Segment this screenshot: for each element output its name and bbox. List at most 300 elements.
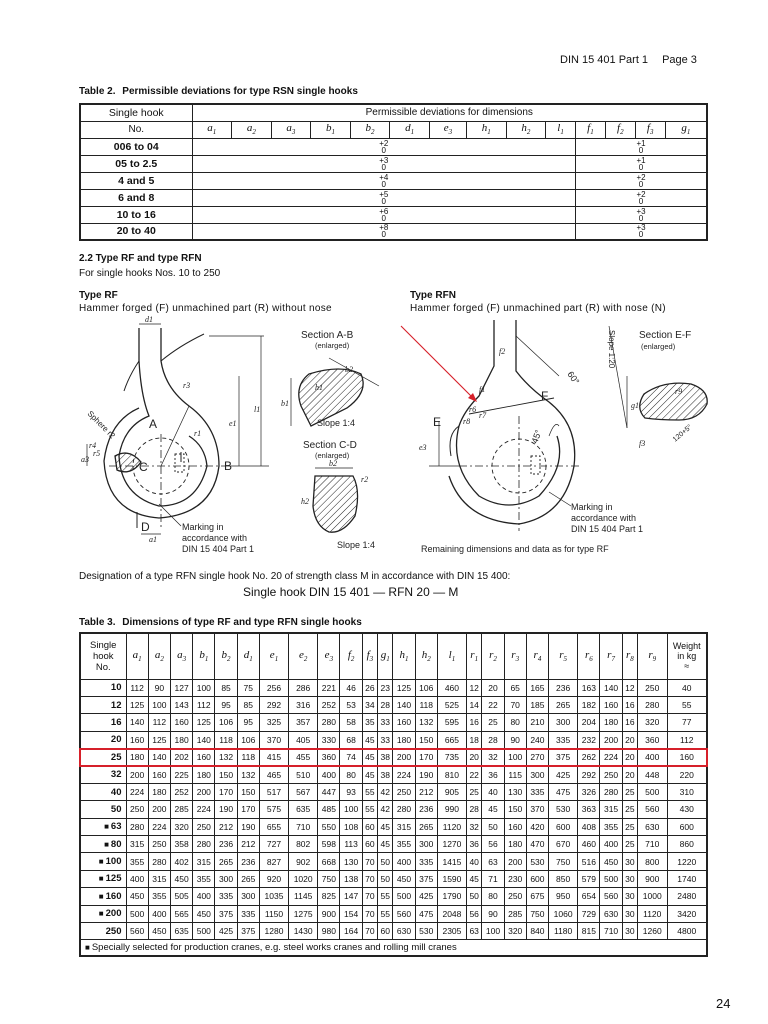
table3-cell: 14 [467,696,482,713]
table2-deviation-right: +3 0 [576,223,708,240]
table3-cell: 1275 [289,905,318,922]
table3-cell: 32 [482,749,504,766]
table3-cell: 335 [549,731,578,748]
table3-cell: 90 [504,731,526,748]
table3-cell: 250 [126,801,148,818]
table3-cell: 280 [393,801,415,818]
table3-cell: 40 [467,853,482,870]
table3-cell: 1020 [289,870,318,887]
table3-cell: 300 [549,714,578,731]
production-crane-mark: ■ [98,909,104,919]
table2-row [80,155,707,172]
table3-hook-no: ■ 125 [80,870,126,887]
table3-cell: 12 [622,679,637,696]
table3-cell: 112 [667,731,707,748]
label-r2: r2 [361,475,369,484]
table3-cell: 450 [148,922,170,939]
production-crane-mark: ■ [98,874,104,884]
table2 [79,103,708,241]
table3-cell: 500 [393,888,415,905]
table2-hook-no: 6 and 8 [80,189,192,206]
label-b2-cd: b2 [329,459,337,468]
table3-cell: 400 [148,905,170,922]
table3-cell: 465 [259,766,288,783]
table3-cell: 70 [362,922,377,939]
table3-cell: 36 [467,836,482,853]
table2-row [80,138,707,155]
table3-cell: 1035 [259,888,288,905]
table3-cell: 825 [318,888,340,905]
table3-cell: 170 [215,783,237,800]
table3-cell: 112 [126,679,148,696]
table3-hook-no: ■ 160 [80,888,126,905]
table2-row [80,206,707,223]
table3-cell: 530 [549,801,578,818]
table3-col-header: $r_7$ [600,633,622,679]
table3-cell: 450 [393,870,415,887]
table3-col-header: $r_1$ [467,633,482,679]
table3-cell: 40 [667,679,707,696]
table3-cell: 256 [259,679,288,696]
table3-row [80,714,707,731]
table2-header-hook: Single hook [80,104,192,121]
table2-dim-header: $f_3$ [635,121,665,138]
table3-cell: 100 [193,679,215,696]
table3-cell: 68 [340,731,362,748]
table2-dim-header: $a_2$ [232,121,272,138]
table3-cell: 315 [148,870,170,887]
table3-header-hook: Single hook No. [80,633,126,679]
table3-cell: 335 [215,888,237,905]
table3-cell: 80 [504,714,526,731]
table3-cell: 127 [170,679,192,696]
type-rf-title: Type RF [79,290,118,301]
table2-deviation-right: +1 0 [576,155,708,172]
table3-cell: 220 [667,766,707,783]
table3-cell: 18 [467,731,482,748]
table3-cell: 165 [526,679,548,696]
table3-cell: 28 [378,696,393,713]
table3-cell: 23 [378,679,393,696]
table3-cell: 510 [289,766,318,783]
table3-cell: 56 [482,836,504,853]
table3-cell: 130 [340,853,362,870]
table2-row [80,189,707,206]
table3-row [80,836,707,853]
table3-hook-no: ■ 100 [80,853,126,870]
rf-marking-line1: Marking in [182,522,224,532]
table3-cell: 905 [437,783,466,800]
table3-cell: 400 [393,853,415,870]
table3-cell: 200 [193,783,215,800]
table3-cell: 560 [600,888,622,905]
table3-cell: 200 [393,749,415,766]
table3-cell: 236 [237,853,259,870]
table3-hook-no: 20 [80,731,126,748]
table3-cell: 370 [259,731,288,748]
table3-cell: 1145 [289,888,318,905]
table2-title [79,86,358,97]
table3-col-header: $f_2$ [340,633,362,679]
table3-cell: 163 [578,679,600,696]
table3-cell: 132 [415,714,437,731]
table3-cell: 22 [467,766,482,783]
table3-cell: 112 [193,696,215,713]
table3-cell: 710 [638,836,667,853]
table3-cell: 160 [393,714,415,731]
table3-cell: 402 [170,853,192,870]
table3-cell: 525 [437,696,466,713]
label-B: B [224,459,233,473]
table3-cell: 265 [415,818,437,835]
table3-cell: 475 [415,905,437,922]
table3-cell: 28 [482,731,504,748]
table3-cell: 316 [289,696,318,713]
table3-cell: 38 [378,749,393,766]
table3-label: Table 3. [79,617,116,628]
table3-cell: 180 [193,766,215,783]
table3-row [80,749,707,766]
table3-cell: 180 [600,714,622,731]
table3-cell: 25 [622,818,637,835]
table3-cell: 106 [215,714,237,731]
type-rfn-desc: Hammer forged (F) unmachined part (R) with nose (N) [410,303,666,314]
table3-cell: 85 [215,679,237,696]
table3-cell: 750 [526,905,548,922]
table3-cell: 28 [467,801,482,818]
label-f2: f2 [499,347,506,356]
table3-cell: 595 [437,714,466,731]
table3-cell: 375 [215,905,237,922]
table3-cell: 30 [622,870,637,887]
table3-cell: 250 [193,818,215,835]
table3-cell: 200 [600,731,622,748]
table3-cell: 150 [215,766,237,783]
table2-hook-no: 20 to 40 [80,223,192,240]
table3-cell: 635 [170,922,192,939]
production-crane-mark: ■ [104,839,109,849]
table2-deviation-left: +4 0 [192,172,576,189]
table3-cell: 460 [437,679,466,696]
table3-cell: 579 [578,870,600,887]
annotation-arrow-line [401,326,475,400]
table3-col-header: $e_1$ [259,633,288,679]
label-E: E [433,415,442,429]
table3-cell: 400 [318,766,340,783]
table3-cell: 505 [170,888,192,905]
table3-hook-no: 12 [80,696,126,713]
rf-marking-line2: accordance with [182,533,248,543]
table3-cell: 840 [526,922,548,939]
table3-cell: 20 [622,731,637,748]
table3-cell: 16 [467,714,482,731]
table3-cell: 53 [340,696,362,713]
table2-deviation-left: +6 0 [192,206,576,223]
table3-col-header: $r_4$ [526,633,548,679]
table3-cell: 212 [237,836,259,853]
table3-cell: 425 [215,922,237,939]
table3-cell: 221 [318,679,340,696]
table3-cell: 655 [259,818,288,835]
table3-col-header: $a_3$ [170,633,192,679]
table3-cell: 300 [415,836,437,853]
table3-cell: 30 [622,922,637,939]
table3-cell: 485 [318,801,340,818]
table3-col-header: $a_2$ [148,633,170,679]
table3-cell: 212 [215,818,237,835]
table3-cell: 415 [259,749,288,766]
production-crane-mark: ■ [104,822,109,832]
table3-cell: 252 [318,696,340,713]
table3-cell: 280 [318,714,340,731]
table3-cell: 850 [549,870,578,887]
table3-cell: 300 [526,766,548,783]
table3-cell: 600 [667,818,707,835]
table3-cell: 100 [504,749,526,766]
table3-cell: 320 [170,818,192,835]
table3-cell: 204 [578,714,600,731]
table3-hook-no: ■ 63 [80,818,126,835]
table3-cell: 60 [362,818,377,835]
table3-cell: 50 [467,888,482,905]
table3-cell: 70 [504,696,526,713]
table3-cell: 355 [600,818,622,835]
table3-cell: 1180 [549,922,578,939]
table3-cell: 236 [215,836,237,853]
table3-cell: 335 [526,783,548,800]
table3-cell: 140 [600,679,622,696]
table3-cell: 70 [362,888,377,905]
table3-cell: 250 [638,679,667,696]
table3-cell: 286 [289,679,318,696]
table3-cell: 1120 [437,818,466,835]
table3-cell: 100 [148,696,170,713]
table3-cell: 36 [482,766,504,783]
table3-cell: 315 [193,853,215,870]
table3-cell: 750 [549,853,578,870]
table3-cell: 140 [126,714,148,731]
label-h2: h2 [301,497,309,506]
table2-deviation-right: +2 0 [576,189,708,206]
table3-cell: 330 [318,731,340,748]
slope-ab: Slope 1:4 [317,418,356,428]
table3-cell: 118 [215,731,237,748]
table2-dim-header: $b_1$ [311,121,351,138]
table2-dim-header: $a_3$ [271,121,311,138]
table3-cell: 670 [549,836,578,853]
table3-cell: 32 [467,818,482,835]
table3-cell: 20 [482,679,504,696]
table2-dim-header: $h_1$ [467,121,507,138]
table3-cell: 530 [415,922,437,939]
table3-cell: 160 [148,766,170,783]
table3-cell: 38 [378,766,393,783]
table3-cell: 71 [482,870,504,887]
table3-cell: 90 [482,905,504,922]
label-a3: a3 [81,455,89,464]
footnote-text: Specially selected for production cranes, e.g. steel works cranes and rolling mill cranes [91,942,457,954]
table3-cell: 400 [193,888,215,905]
table3-cell: 450 [600,853,622,870]
table3-col-header: $r_9$ [638,633,667,679]
table2-dim-header: $f_2$ [605,121,635,138]
table3-col-header: $h_1$ [393,633,415,679]
table3-cell: 93 [340,783,362,800]
table2-dim-header: $d_1$ [390,121,430,138]
table2-deviation-left: +8 0 [192,223,576,240]
table3-cell: 45 [378,836,393,853]
table2-dim-header: $h_2$ [506,121,546,138]
table3-cell: 900 [318,905,340,922]
table3-cell: 85 [237,696,259,713]
rfn-marking-line3: DIN 15 404 Part 1 [571,524,644,534]
table3-cell: 170 [237,801,259,818]
table3-cell: 280 [638,696,667,713]
label-r8: r8 [463,417,471,426]
table3-col-header: $l_1$ [437,633,466,679]
table3-cell: 100 [340,801,362,818]
table3-cell: 450 [126,888,148,905]
table3-cell: 112 [148,714,170,731]
table3-cell: 100 [482,922,504,939]
table3-cell: 25 [622,801,637,818]
table3-cell: 460 [578,836,600,853]
table2-hook-no: 10 to 16 [80,206,192,223]
table3-row [80,766,707,783]
table2-header-group: Permissible deviations for dimensions [192,104,707,121]
label-b2-ab: b2 [345,365,353,374]
table3-cell: 598 [318,836,340,853]
table3-hook-no: 32 [80,766,126,783]
label-D: D [141,520,150,534]
table3-cell: 190 [215,801,237,818]
table3-cell: 363 [578,801,600,818]
table3-cell: 375 [415,870,437,887]
table3-cell: 132 [215,749,237,766]
table3-cell: 1415 [437,853,466,870]
table3-cell: 729 [578,905,600,922]
table3-row [80,888,707,905]
table3-cell: 118 [237,749,259,766]
table3-cell: 400 [600,836,622,853]
table3-cell: 450 [170,870,192,887]
table3-cell: 25 [482,714,504,731]
table3-cell: 95 [215,696,237,713]
table3-cell: 550 [318,818,340,835]
table3-cell: 106 [415,679,437,696]
table3-col-header: $a_1$ [126,633,148,679]
table3-cell: 500 [638,783,667,800]
label-a1: a1 [149,535,157,544]
designation-text: Designation of a type RFN single hook No. 20 of strength class M in accordance with DIN 15 400: [79,571,511,582]
table3-cell: 370 [526,801,548,818]
table3-cell: 980 [318,922,340,939]
table2-dim-header: $a_1$ [192,121,232,138]
table3-cell: 132 [237,766,259,783]
table3-cell: 190 [415,766,437,783]
table3-col-header: $r_5$ [549,633,578,679]
label-A: A [149,417,158,431]
table3-cell: 154 [340,905,362,922]
footnote-mark: ■ [85,943,90,953]
table3-cell: 600 [549,818,578,835]
section-cd-title: Section C-D [303,440,357,451]
type-rf-desc: Hammer forged (F) unmachined part (R) without nose [79,303,332,314]
section-cd-drawing [301,440,375,550]
table3-cell: 4800 [667,922,707,939]
table3-cell: 190 [237,818,259,835]
table3-cell: 1060 [549,905,578,922]
page-ref: Page 3 [662,54,697,66]
standard-ref: DIN 15 401 Part 1 [560,54,649,66]
table3-cell: 180 [393,731,415,748]
table3-cell: 95 [237,714,259,731]
table3-cell: 55 [362,783,377,800]
table3-cell: 902 [289,853,318,870]
table3-cell: 70 [362,905,377,922]
table3-col-header: $g_1$ [378,633,393,679]
section-ab-drawing [281,330,379,428]
table3-cell: 500 [126,905,148,922]
table3-cell: 143 [170,696,192,713]
table3-row [80,905,707,922]
table3-cell: 16 [622,696,637,713]
table2-title-text: Permissible deviations for type RSN single hooks [122,86,358,97]
table3-col-header: $h_2$ [415,633,437,679]
table3-col-header: $b_1$ [193,633,215,679]
table3-col-header: $f_3$ [362,633,377,679]
section-cd-subtitle: (enlarged) [315,451,350,460]
table3-cell: 315 [393,818,415,835]
table3-hook-no: ■ 80 [80,836,126,853]
table3-cell: 60 [378,922,393,939]
table2-hook-no: 05 to 2.5 [80,155,192,172]
table3-cell: 280 [126,818,148,835]
table3-cell: 224 [148,818,170,835]
table3-col-header: $r_2$ [482,633,504,679]
table3-cell: 30 [622,905,637,922]
table3-cell: 50 [378,853,393,870]
slope-ef: Slope 1:20 [607,330,616,369]
table3-hook-no: 25 [80,749,126,766]
table3-row [80,783,707,800]
table3-cell: 1280 [259,922,288,939]
table3-cell: 668 [318,853,340,870]
table3-cell: 45 [482,801,504,818]
table3-hook-no: 40 [80,783,126,800]
table3-cell: 475 [549,783,578,800]
table3-cell: 920 [259,870,288,887]
table3-cell: 90 [148,679,170,696]
table3-cell: 710 [289,818,318,835]
table3-cell: 236 [549,679,578,696]
table3-cell: 63 [467,922,482,939]
table3-row [80,801,707,818]
table3-cell: 630 [638,818,667,835]
table3-cell: 240 [526,731,548,748]
table3-cell: 130 [504,783,526,800]
table2-dim-header: $g_1$ [665,121,707,138]
table3-cell: 150 [504,801,526,818]
table3-cell: 630 [393,922,415,939]
table3-title-text: Dimensions of type RF and type RFN single hooks [122,617,362,628]
table3-cell: 355 [193,870,215,887]
table3-cell: 357 [289,714,318,731]
label-r6: r6 [469,405,477,414]
table3-cell: 355 [393,836,415,853]
table3-cell: 408 [578,818,600,835]
table3-cell: 292 [578,766,600,783]
